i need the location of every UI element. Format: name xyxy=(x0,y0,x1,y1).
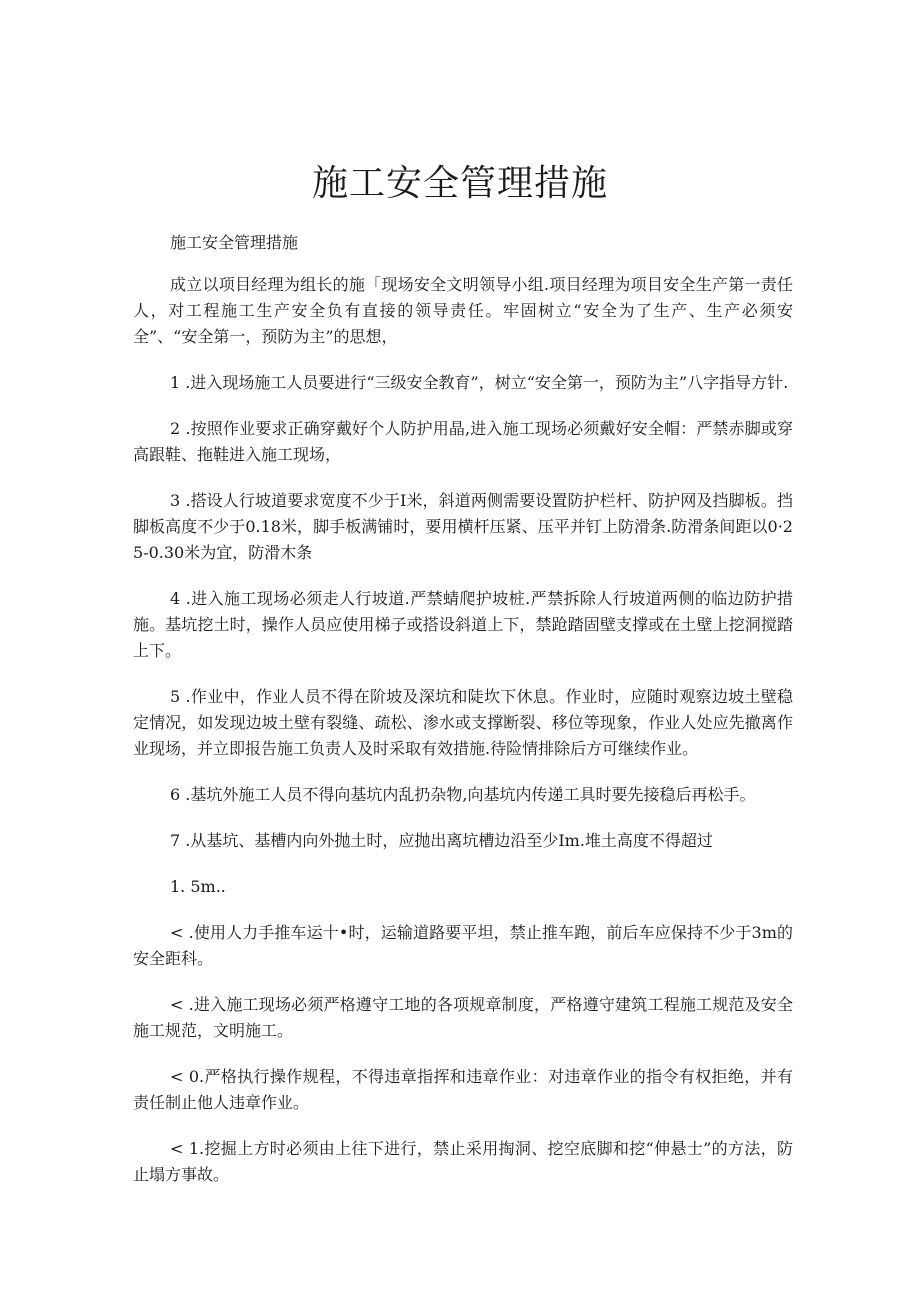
item-paragraph: 3 .搭设人行坡道要求宽度不少于I米，斜道两侧需要设置防护栏杆、防护网及挡脚板。挡脚板高度不少于0.18米，脚手板满铺时，要用横杆压紧、压平并钉上防滑条.防滑条间距以0·25-0.30米为宜，防滑木条 xyxy=(133,491,793,562)
item-paragraph: 4 .进入施工现场必须走人行坡道.严禁蜻爬护坡桩.严禁拆除人行坡道两侧的临边防护措施。基坑挖土时，操作人员应使用梯子或搭设斜道上下，禁跄踏固壁支撑或在土壁上挖洞搅踏上下。 xyxy=(133,589,793,660)
document-title: 施工安全管理措施 xyxy=(311,163,608,204)
item-paragraph: < .进入施工现场必须严格遵守工地的各项规章制度，严格遵守建筑工程施工规范及安全施工规范，文明施工。 xyxy=(133,995,793,1040)
subtitle-paragraph: 施工安全管理措施 xyxy=(170,233,299,252)
item-paragraph: < 0.严格执行操作规程，不得违章指挥和违章作业：对违章作业的指令有权拒绝，并有责任制止他人违章作业。 xyxy=(133,1067,793,1112)
item-paragraph: < .使用人力手推车运十•时，运输道路要平坦，禁止推车跑，前后车应保持不少于3m的安全距科。 xyxy=(133,923,793,968)
item-paragraph: 1 .进入现场施工人员要进行“三级安全教育”，树立“安全第一，预防为主”八字指导方针. xyxy=(170,373,789,392)
item-paragraph: < 1.挖掘上方时必须由上往下进行，禁止采用掏洞、挖空底脚和挖“伸悬士”的方法，防止塌方事故。 xyxy=(133,1139,793,1184)
item-paragraph: 2 .按照作业要求正确穿戴好个人防护用晶,进入施工现场必须戴好安全帽：严禁赤脚或穿高跟鞋、拖鞋进入施工现场， xyxy=(133,419,793,464)
item-paragraph: 6 .基坑外施工人员不得向基坑内乱扔杂物,向基坑内传递工具时要先接稳后再松手。 xyxy=(170,785,756,804)
intro-paragraph: 成立以项目经理为组长的施「现场安全文明领导小组.项目经理为项目安全生产第一责任人，对工程施工生产安全负有直接的领导责任。牢固树立“安全为了生产、生产必须安全”、“安全第一，预防为主”的思想， xyxy=(133,275,793,346)
document-body xyxy=(133,230,793,1208)
item-paragraph: 1. 5m.. xyxy=(170,877,226,896)
item-paragraph: 7 .从基坑、基槽内向外抛土时，应抛出离坑槽边沿至少Im.堆土高度不得超过 xyxy=(170,831,713,850)
item-paragraph: 5 .作业中，作业人员不得在阶坡及深坑和陡坎下休息。作业时，应随时观察边坡土壁稳定情况，如发现边坡土壁有裂缝、疏松、渗水或支撑断裂、移位等现象，作业人处应先撤离作业现场，并立即报告施工负责人及时采取有效措施.待险情排除后方可继续作业。 xyxy=(133,687,793,758)
